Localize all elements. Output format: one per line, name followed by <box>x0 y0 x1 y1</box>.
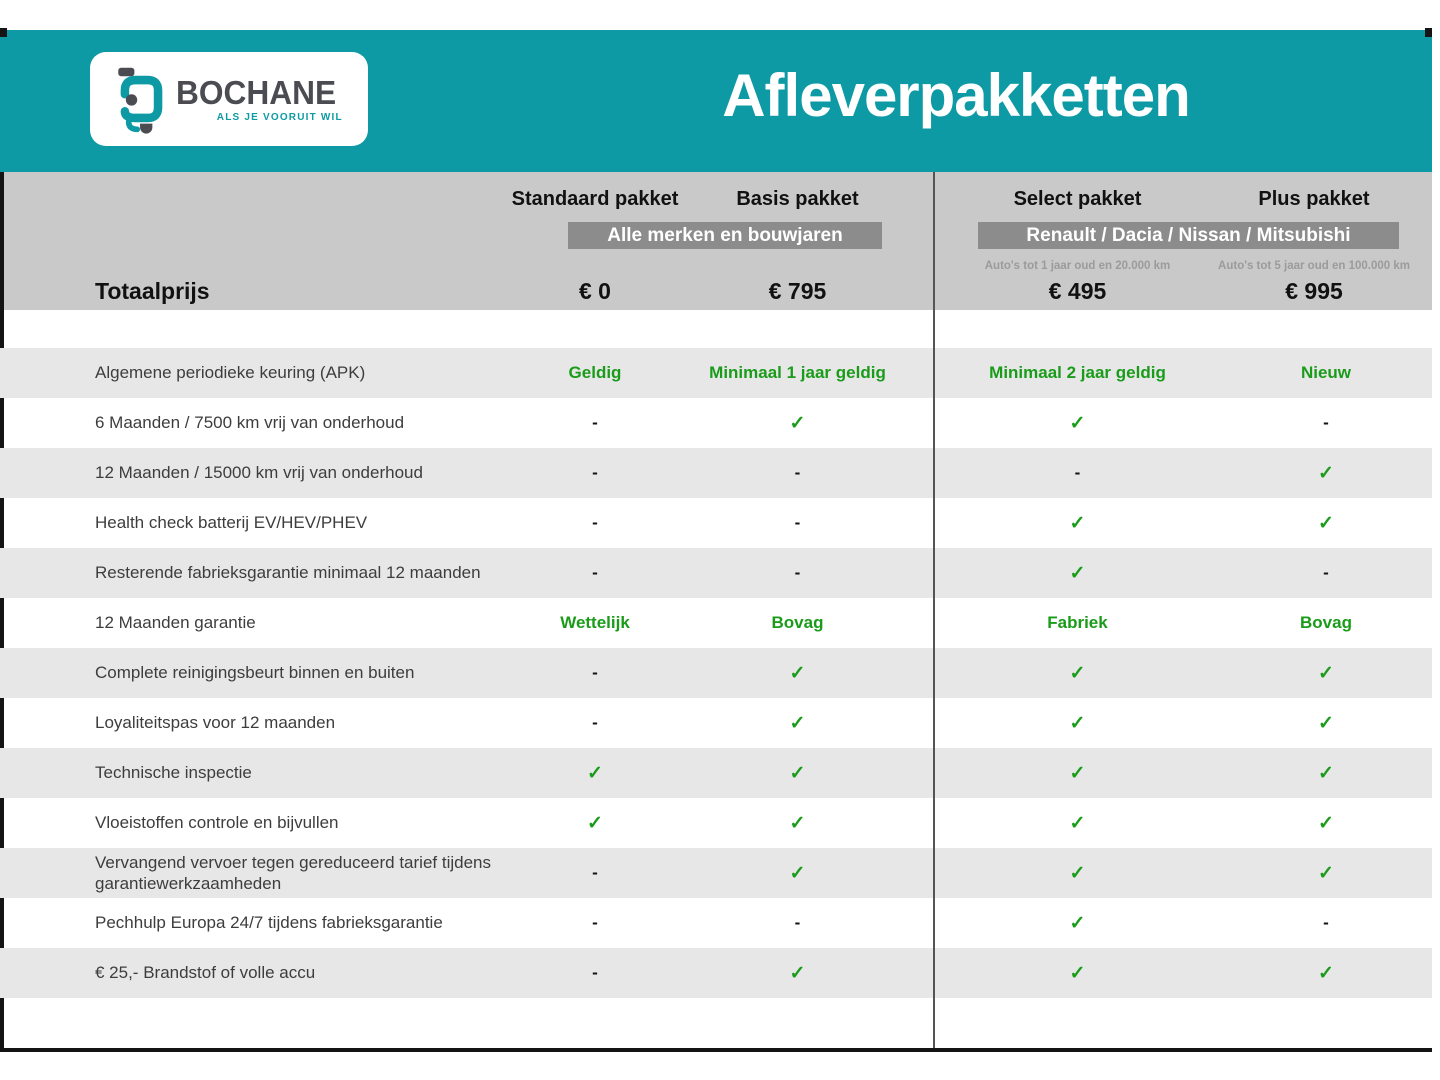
row-label: 6 Maanden / 7500 km vrij van onderhoud <box>95 413 405 433</box>
table-row <box>0 898 1432 948</box>
table-row <box>0 748 1432 798</box>
cell-value: - <box>1323 563 1329 582</box>
cell-value: ✓ <box>1069 862 1086 884</box>
cell-value: ✓ <box>789 962 806 984</box>
cell-value: Geldig <box>568 363 622 382</box>
total-price-label: Totaalprijs <box>95 278 210 304</box>
table-row <box>0 448 1432 498</box>
package-name-standaard: Standaard pakket <box>511 188 679 210</box>
cell-value: ✓ <box>1318 812 1334 834</box>
cell-value: - <box>592 563 598 582</box>
packages-table <box>0 30 1432 1052</box>
cell-value: ✓ <box>1318 462 1334 484</box>
cell-value: ✓ <box>1318 512 1334 534</box>
table-row <box>0 698 1432 748</box>
price-standaard: € 0 <box>579 278 611 304</box>
cell-value: - <box>794 513 801 532</box>
cell-value: ✓ <box>1318 662 1334 684</box>
cell-value: ✓ <box>789 862 806 884</box>
table-row <box>0 498 1432 548</box>
cell-value: - <box>1323 913 1329 932</box>
cell-value: ✓ <box>789 412 806 434</box>
package-note-select: Auto's tot 1 jaar oud en 20.000 km <box>984 260 1171 272</box>
cell-value: ✓ <box>1069 812 1086 834</box>
cell-value: ✓ <box>587 812 603 834</box>
bottom-space <box>0 998 1432 1048</box>
table-row <box>0 348 1432 398</box>
cell-value: ✓ <box>1318 962 1334 984</box>
cell-value: - <box>1074 463 1081 482</box>
cell-value: - <box>592 863 598 882</box>
column-divider <box>933 172 935 1048</box>
cell-value: ✓ <box>1069 562 1086 584</box>
cell-value: - <box>592 963 598 982</box>
feature-rows <box>0 348 1432 998</box>
price-select: € 495 <box>1048 278 1107 304</box>
row-label: Algemene periodieke keuring (APK) <box>95 363 366 383</box>
package-name-basis: Basis pakket <box>736 188 859 210</box>
cell-value: - <box>592 713 598 732</box>
cell-value: Fabriek <box>1047 613 1108 632</box>
table-row <box>0 598 1432 648</box>
row-label: 12 Maanden garantie <box>95 613 256 633</box>
price-plus: € 995 <box>1285 278 1343 304</box>
logo-icon <box>114 63 168 135</box>
row-label: Complete reinigingsbeurt binnen en buiten <box>95 663 415 683</box>
logo-tagline: ALS JE VOORUIT WIL <box>216 111 343 123</box>
page-title: Afleverpakketten <box>722 62 1190 129</box>
cell-value: - <box>794 913 801 932</box>
row-label: Vervangend vervoer tegen gereduceerd tarief tijdens garantiewerkzaamheden <box>95 852 491 893</box>
table-row <box>0 798 1432 848</box>
cell-value: ✓ <box>789 812 806 834</box>
cell-value: ✓ <box>789 762 806 784</box>
cell-value: - <box>592 913 598 932</box>
package-name-plus: Plus pakket <box>1258 188 1370 210</box>
cell-value: Bovag <box>1300 613 1352 632</box>
cell-value: ✓ <box>1069 412 1086 434</box>
bottom-border <box>0 1048 1432 1052</box>
cell-value: ✓ <box>1069 762 1086 784</box>
table-row <box>0 398 1432 448</box>
cell-value: - <box>592 463 598 482</box>
header-bar <box>0 30 1432 172</box>
row-label: Loyaliteitspas voor 12 maanden <box>95 713 336 733</box>
cell-value: ✓ <box>1069 962 1086 984</box>
package-name-select: Select pakket <box>1013 188 1142 210</box>
cell-value: - <box>592 513 598 532</box>
spacer-row <box>0 310 1432 348</box>
cell-value: Minimaal 1 jaar geldig <box>709 363 886 382</box>
cell-value: ✓ <box>1318 762 1334 784</box>
cell-value: Minimaal 2 jaar geldig <box>989 363 1166 382</box>
cell-value: ✓ <box>1069 512 1086 534</box>
cell-value: ✓ <box>789 712 806 734</box>
cell-value: - <box>592 413 598 432</box>
cell-value: ✓ <box>789 662 806 684</box>
row-label: Technische inspectie <box>95 763 252 783</box>
table-row <box>0 548 1432 598</box>
cell-value: ✓ <box>1069 912 1086 934</box>
row-label: 12 Maanden / 15000 km vrij van onderhoud <box>95 463 423 483</box>
row-label: Resterende fabrieksgarantie minimaal 12 maanden <box>95 563 481 583</box>
cell-value: - <box>1323 413 1329 432</box>
row-label: Pechhulp Europa 24/7 tijdens fabrieksgarantie <box>95 913 443 933</box>
cell-value: Bovag <box>771 613 824 632</box>
columns-header <box>0 172 1432 310</box>
cell-value: Wettelijk <box>560 613 630 632</box>
group-banner-all-brands: Alle merken en bouwjaren <box>568 222 882 249</box>
border-corner-right <box>1425 28 1432 37</box>
row-label: Health check batterij EV/HEV/PHEV <box>95 513 368 533</box>
cell-value: ✓ <box>587 762 603 784</box>
table-row <box>0 948 1432 998</box>
cell-value: ✓ <box>1069 712 1086 734</box>
package-note-plus: Auto's tot 5 jaar oud en 100.000 km <box>1218 260 1410 272</box>
cell-value: - <box>794 463 801 482</box>
cell-value: ✓ <box>1318 862 1334 884</box>
logo <box>90 52 368 146</box>
table-row <box>0 648 1432 698</box>
price-basis: € 795 <box>768 278 827 304</box>
group-banner-renault: Renault / Dacia / Nissan / Mitsubishi <box>978 222 1399 249</box>
row-label: Vloeistoffen controle en bijvullen <box>95 813 339 833</box>
table-row <box>0 848 1432 898</box>
cell-value: ✓ <box>1318 712 1334 734</box>
cell-value: - <box>794 563 801 582</box>
logo-text <box>176 73 343 123</box>
cell-value: - <box>592 663 598 682</box>
logo-name: BOCHANE <box>176 73 337 111</box>
border-corner-left <box>0 28 7 37</box>
cell-value: Nieuw <box>1300 363 1352 382</box>
row-label: € 25,- Brandstof of volle accu <box>95 963 316 983</box>
cell-value: ✓ <box>1069 662 1086 684</box>
